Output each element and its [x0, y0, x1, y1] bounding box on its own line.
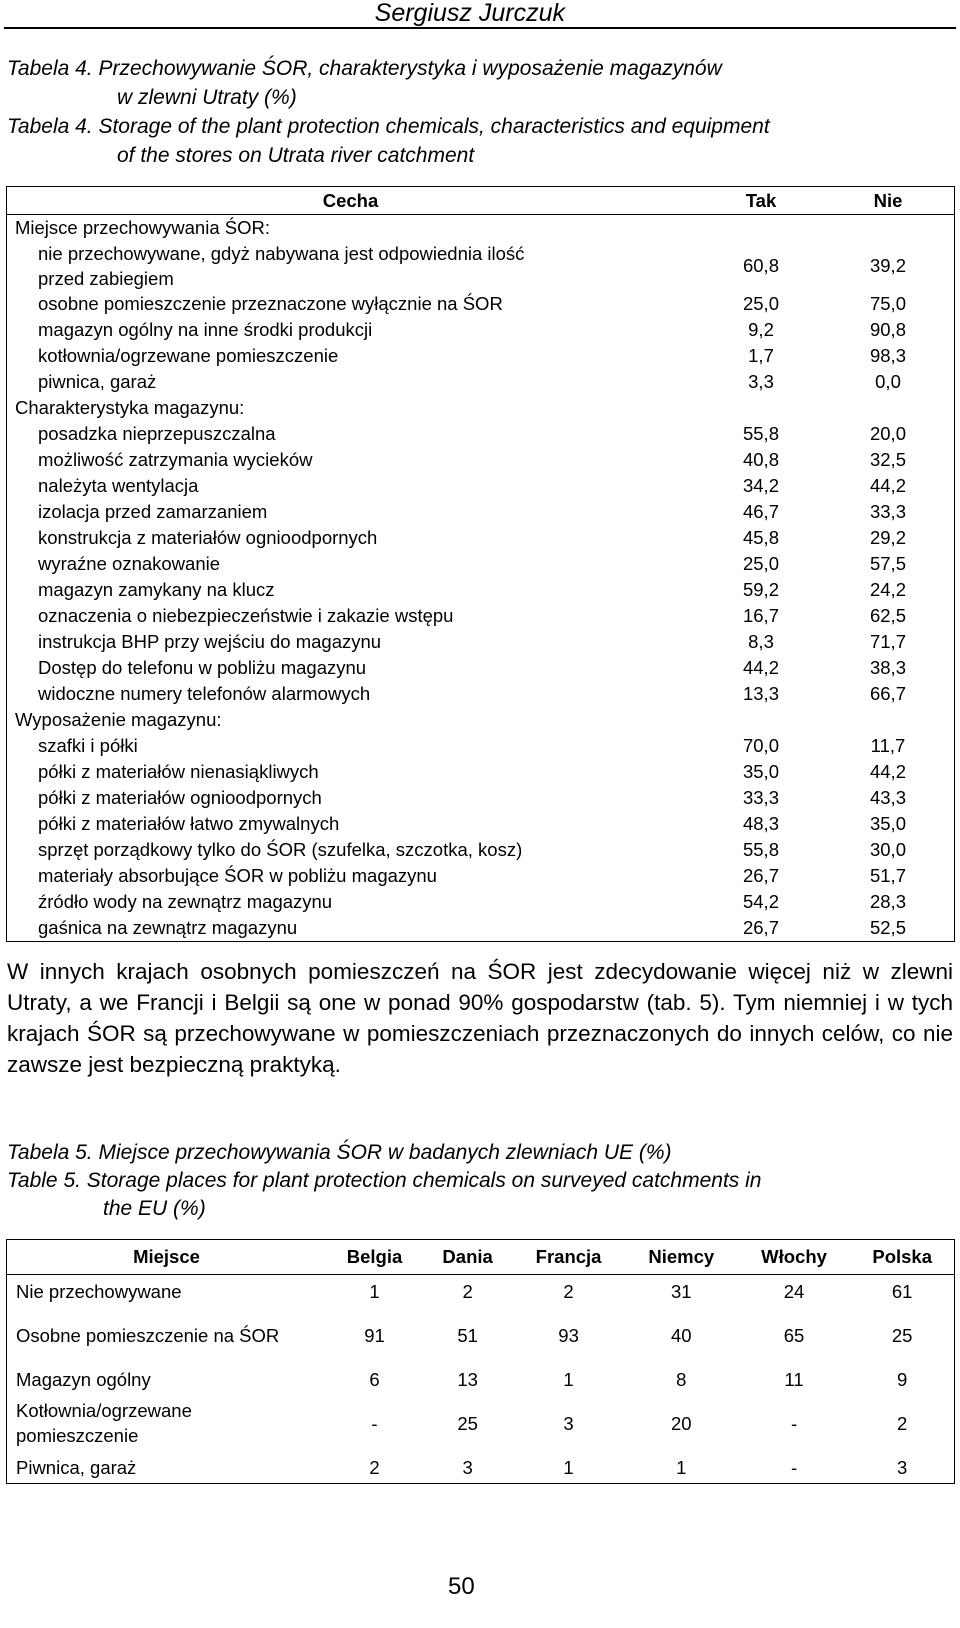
table-row — [7, 1451, 955, 1484]
table-row — [7, 1275, 955, 1308]
row-label: Dostęp do telefonu w pobliżu magazynu — [38, 657, 367, 678]
tak-value — [700, 395, 822, 421]
wlochy-value: - — [790, 1412, 798, 1434]
table5-header-belgia: Belgia — [326, 1240, 423, 1275]
table4-header-tak: Tak — [700, 187, 822, 215]
row-label: oznaczenia o niebezpieczeństwie i zakazie wstępu — [38, 605, 454, 626]
niemcy-value: 8 — [676, 1368, 687, 1390]
row-label: materiały absorbujące ŚOR w pobliżu magazynu — [38, 865, 437, 886]
wlochy-value: - — [790, 1456, 798, 1478]
tak-value: 3,3 — [748, 371, 774, 392]
table5-header-wlochy: Włochy — [738, 1240, 851, 1275]
nie-value: 62,5 — [869, 605, 906, 626]
table-row — [7, 473, 955, 499]
dania-value: 51 — [457, 1324, 478, 1346]
wlochy-value: 11 — [784, 1368, 804, 1390]
table-row — [7, 317, 955, 343]
tak-value: 44,2 — [742, 657, 779, 678]
row-label: źródło wody na zewnątrz magazynu — [38, 891, 333, 912]
nie-value: 33,3 — [869, 501, 906, 522]
row-label: piwnica, garaż — [38, 371, 157, 392]
tak-value: 26,7 — [742, 917, 779, 938]
row-label: gaśnica na zewnątrz magazynu — [38, 917, 298, 938]
nie-value: 90,8 — [869, 319, 906, 340]
table4-caption-en-line1: Tabela 4. Storage of the plant protection chemicals, characteristics and equipment — [7, 115, 770, 138]
table5-header-francja: Francja — [512, 1240, 625, 1275]
belgia-value: - — [371, 1412, 378, 1434]
belgia-value: 6 — [369, 1368, 380, 1390]
table-row — [7, 369, 955, 395]
table-row — [7, 629, 955, 655]
nie-value: 30,0 — [869, 839, 906, 860]
francja-value: 1 — [563, 1368, 574, 1390]
polska-value: 25 — [891, 1324, 913, 1346]
table4-caption-pl — [7, 54, 722, 112]
table-row — [7, 551, 955, 577]
table-row — [7, 291, 955, 317]
table5-header-miejsce: Miejsce — [7, 1240, 327, 1275]
table-row — [7, 447, 955, 473]
table4-caption-pl-line2: w zlewni Utraty (%) — [117, 86, 297, 109]
table5-caption-en — [7, 1167, 761, 1223]
tak-value: 34,2 — [742, 475, 779, 496]
tak-value — [700, 215, 822, 242]
tak-value: 1,7 — [748, 345, 774, 366]
table-row — [7, 707, 955, 733]
page-number: 50 — [448, 1573, 475, 1600]
wlochy-value: 65 — [783, 1324, 805, 1346]
row-label: Osobne pomieszczenie na ŚOR — [16, 1324, 280, 1346]
row-label: szafki i półki — [38, 735, 138, 756]
polska-value: 3 — [897, 1456, 908, 1478]
tak-value: 40,8 — [742, 449, 779, 470]
table-row — [7, 837, 955, 863]
row-label: możliwość zatrzymania wycieków — [38, 449, 313, 470]
row-label: konstrukcja z materiałów ognioodpornych — [38, 527, 378, 548]
table4 — [6, 186, 955, 942]
table4-caption-pl-line1: Tabela 4. Przechowywanie ŚOR, charakterystyka i wyposażenie magazynów — [7, 57, 722, 80]
table5-caption-en-line1: Table 5. Storage places for plant protection chemicals on surveyed catchments in — [7, 1169, 762, 1192]
tak-value: 55,8 — [742, 839, 779, 860]
francja-value: 1 — [563, 1456, 574, 1478]
tak-value: 25,0 — [742, 553, 779, 574]
table-row — [7, 889, 955, 915]
row-label: posadzka nieprzepuszczalna — [38, 423, 276, 444]
belgia-value: 91 — [364, 1324, 385, 1346]
belgia-value: 1 — [369, 1280, 380, 1302]
table-row — [7, 241, 955, 291]
row-label: sprzęt porządkowy tylko do ŚOR (szufelka, szczotka, kosz) — [38, 839, 523, 860]
tak-value: 35,0 — [742, 761, 779, 782]
table-row — [7, 1363, 955, 1395]
row-label: magazyn zamykany na klucz — [38, 579, 275, 600]
nie-value: 28,3 — [869, 891, 906, 912]
polska-value: 61 — [891, 1280, 913, 1302]
tak-value: 25,0 — [742, 293, 779, 314]
table5-caption-pl: Tabela 5. Miejsce przechowywania ŚOR w badanych zlewniach UE (%) — [7, 1141, 672, 1164]
table4-header-cecha: Cecha — [7, 187, 701, 215]
row-label: Nie przechowywane — [16, 1280, 182, 1302]
row-label: izolacja przed zamarzaniem — [38, 501, 268, 522]
nie-value: 0,0 — [875, 371, 901, 392]
row-label: półki z materiałów ognioodpornych — [38, 787, 322, 808]
nie-value — [822, 707, 955, 733]
tak-value: 13,3 — [742, 683, 779, 704]
table-row — [7, 1307, 955, 1363]
tak-value: 45,8 — [742, 527, 779, 548]
nie-value: 29,2 — [869, 527, 906, 548]
section-label: Charakterystyka magazynu: — [15, 397, 245, 418]
nie-value: 57,5 — [869, 553, 906, 574]
row-label: widoczne numery telefonów alarmowych — [38, 683, 371, 704]
dania-value: 3 — [462, 1456, 473, 1478]
table-row — [7, 733, 955, 759]
row-label: osobne pomieszczenie przeznaczone wyłącznie na ŚOR — [38, 293, 503, 314]
dania-value: 13 — [457, 1368, 478, 1390]
table5-header-polska: Polska — [850, 1240, 954, 1275]
nie-value: 39,2 — [869, 255, 906, 276]
nie-value: 44,2 — [869, 475, 906, 496]
table-row — [7, 603, 955, 629]
nie-value: 51,7 — [869, 865, 906, 886]
row-label: instrukcja BHP przy wejściu do magazynu — [38, 631, 382, 652]
tak-value: 70,0 — [742, 735, 779, 756]
row-label: Piwnica, garaż — [16, 1456, 137, 1478]
table-row — [7, 759, 955, 785]
row-label: nie przechowywane, gdyż nabywana jest odpowiednia ilość przed zabiegiem — [38, 243, 525, 289]
nie-value: 43,3 — [869, 787, 906, 808]
tak-value: 54,2 — [742, 891, 779, 912]
table-row — [7, 1395, 955, 1451]
table-row — [7, 395, 955, 421]
row-label: wyraźne oznakowanie — [38, 553, 221, 574]
nie-value: 20,0 — [869, 423, 906, 444]
table4-caption-en-line2: of the stores on Utrata river catchment — [117, 144, 475, 167]
tak-value: 8,3 — [748, 631, 774, 652]
tak-value: 33,3 — [742, 787, 779, 808]
table-row — [7, 343, 955, 369]
row-label: półki z materiałów łatwo zmywalnych — [38, 813, 340, 834]
table5 — [6, 1239, 955, 1484]
section-label: Miejsce przechowywania ŚOR: — [15, 217, 270, 238]
section-label: Wyposażenie magazynu: — [15, 709, 222, 730]
nie-value: 66,7 — [869, 683, 906, 704]
table4-caption-en — [7, 112, 770, 170]
nie-value: 32,5 — [869, 449, 906, 470]
nie-value: 24,2 — [869, 579, 906, 600]
running-header-author: Sergiusz Jurczuk — [374, 0, 565, 27]
francja-value: 3 — [563, 1412, 574, 1434]
nie-value: 75,0 — [869, 293, 906, 314]
table-row — [7, 421, 955, 447]
tak-value: 60,8 — [742, 255, 779, 276]
wlochy-value: 24 — [783, 1280, 805, 1302]
row-label: należyta wentylacja — [38, 475, 199, 496]
row-label: magazyn ogólny na inne środki produkcji — [38, 319, 373, 340]
polska-value: 9 — [897, 1368, 908, 1390]
dania-value: 25 — [457, 1412, 478, 1434]
table-row — [7, 681, 955, 707]
tak-value: 59,2 — [742, 579, 779, 600]
table-row — [7, 525, 955, 551]
nie-value: 38,3 — [869, 657, 906, 678]
nie-value — [822, 215, 955, 242]
table-row — [7, 655, 955, 681]
polska-value: 2 — [897, 1412, 908, 1434]
table5-header-dania: Dania — [423, 1240, 512, 1275]
nie-value: 52,5 — [869, 917, 906, 938]
table5-header-niemcy: Niemcy — [625, 1240, 738, 1275]
tak-value: 16,7 — [742, 605, 779, 626]
tak-value: 48,3 — [742, 813, 779, 834]
tak-value: 26,7 — [742, 865, 779, 886]
row-label: Magazyn ogólny — [16, 1368, 151, 1390]
table-row — [7, 215, 955, 242]
table-row — [7, 863, 955, 889]
table5-header-row — [7, 1240, 955, 1275]
tak-value: 46,7 — [742, 501, 779, 522]
niemcy-value: 40 — [671, 1324, 692, 1346]
table-row — [7, 811, 955, 837]
belgia-value: 2 — [369, 1456, 380, 1478]
nie-value: 98,3 — [869, 345, 906, 366]
niemcy-value: 20 — [671, 1412, 692, 1434]
table-row — [7, 785, 955, 811]
niemcy-value: 31 — [671, 1280, 692, 1302]
niemcy-value: 1 — [676, 1456, 687, 1478]
table4-header-nie: Nie — [822, 187, 955, 215]
nie-value: 71,7 — [869, 631, 906, 652]
dania-value: 2 — [462, 1280, 473, 1302]
body-paragraph: W innych krajach osobnych pomieszczeń na ŚOR jest zdecydowanie więcej niż w zlewni Utraty, a we Francji i Belgii są one w ponad 90% gospodarstw (tab. 5). Tym niemniej i w tych krajach ŚOR są przechowywane w pomieszczeniach przeznaczonych do innych celów, co nie zawsze jest bezpieczną praktyką. — [7, 959, 953, 1077]
nie-value — [822, 395, 955, 421]
row-label: półki z materiałów nienasiąkliwych — [38, 761, 319, 782]
nie-value: 11,7 — [870, 735, 906, 756]
row-label: kotłownia/ogrzewane pomieszczenie — [38, 345, 339, 366]
nie-value: 44,2 — [869, 761, 906, 782]
tak-value — [700, 707, 822, 733]
table-row — [7, 499, 955, 525]
tak-value: 55,8 — [742, 423, 779, 444]
table5-caption-en-line2: the EU (%) — [103, 1197, 206, 1220]
francja-value: 93 — [558, 1324, 579, 1346]
row-label: Kotłownia/ogrzewane pomieszczenie — [16, 1400, 192, 1446]
tak-value: 9,2 — [748, 319, 774, 340]
table-row — [7, 577, 955, 603]
francja-value: 2 — [563, 1280, 574, 1302]
nie-value: 35,0 — [869, 813, 906, 834]
table-row — [7, 915, 955, 942]
header-divider — [4, 27, 956, 29]
table4-header-row — [7, 187, 955, 215]
